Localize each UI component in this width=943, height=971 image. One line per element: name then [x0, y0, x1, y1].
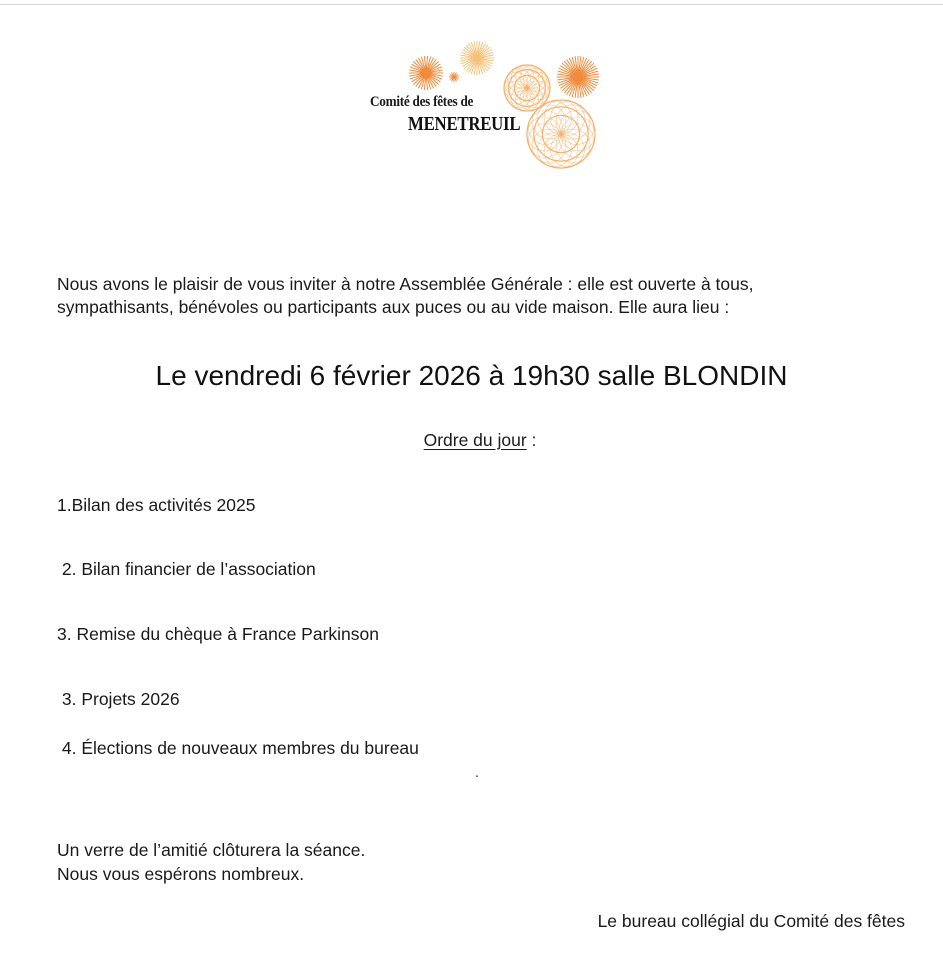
logo: [362, 36, 612, 176]
signature: Le bureau collégial du Comité des fêtes: [597, 911, 905, 931]
agenda-title-suffix: :: [526, 430, 537, 450]
agenda-item-2: 2. Bilan financier de l’association: [57, 559, 316, 579]
closing-text: [57, 838, 365, 886]
intro-paragraph: [57, 273, 887, 319]
agenda-item-4: 3. Projets 2026: [57, 689, 180, 709]
agenda-item-3: 3. Remise du chèque à France Parkinson: [57, 624, 379, 644]
sunburst-icon: [409, 56, 443, 90]
logo-title: Comité des fêtes de: [370, 94, 474, 110]
agenda-title: Ordre du jour: [423, 430, 527, 450]
logo-town-name: MENETREUIL: [408, 113, 521, 135]
sunburst-icon: [527, 100, 595, 168]
intro-line-1: Nous avons le plaisir de vous inviter à notre Assemblée Générale : elle est ouverte à tous,: [57, 274, 754, 294]
intro-line-2: sympathisants, bénévoles ou participants aux puces ou au vide maison. Elle aura lieu :: [57, 297, 730, 317]
event-date-headline: Le vendredi 6 février 2026 à 19h30 salle BLONDIN: [155, 360, 788, 391]
sunburst-icon: [557, 56, 599, 98]
agenda-item-1: 1.Bilan des activités 2025: [57, 495, 256, 515]
closing-line-2: Nous vous espérons nombreux.: [57, 864, 305, 884]
agenda-item-5: 4. Élections de nouveaux membres du bureau: [57, 738, 419, 758]
agenda-heading: [0, 430, 943, 451]
sunburst-icon: [504, 65, 550, 111]
top-divider: [0, 4, 943, 5]
stray-dot: .: [475, 764, 479, 780]
sunburst-icon: [460, 41, 494, 75]
sunburst-icon: [449, 72, 459, 82]
closing-line-1: Un verre de l’amitié clôturera la séance.: [57, 840, 366, 860]
